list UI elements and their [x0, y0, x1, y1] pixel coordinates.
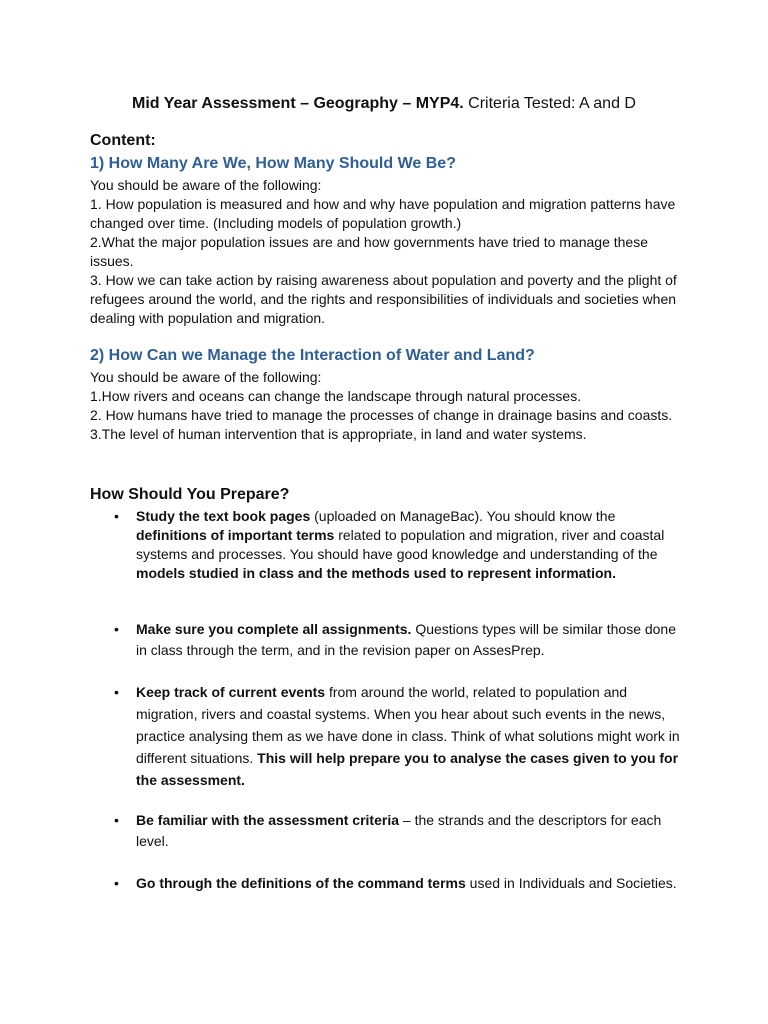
item-bold-text: definitions of important terms [136, 527, 335, 543]
topic2-point-1: 1.How rivers and oceans can change the landscape through natural processes. [90, 388, 582, 404]
prepare-list-1 [110, 507, 685, 583]
item-bold-text: Keep track of current events [136, 684, 326, 700]
topic2-point-2: 2. How humans have tried to manage the processes of change in drainage basins and coasts. [90, 407, 673, 423]
topic2-point-3: 3.The level of human intervention that is appropriate, in land and water systems. [90, 426, 587, 442]
prepare-item-assignments [110, 619, 685, 661]
prepare-item-textbook [110, 507, 685, 583]
prepare-heading: How Should You Prepare? [90, 486, 290, 503]
item-text: (uploaded on ManageBac). You should know the [310, 508, 616, 524]
prepare-item-criteria [110, 810, 685, 852]
topic1-intro: You should be aware of the following: [90, 177, 322, 193]
item-text: from around the world, related to population and migration, rivers and coastal systems. When you hear about such events in the news, practice analysing them as we have done in class. Think of what solutions might work in different situations. [136, 684, 680, 766]
document-title [0, 93, 768, 115]
prepare-list-4 [110, 810, 685, 852]
topic1-heading: 1) How Many Are We, How Many Should We Be? [90, 155, 456, 172]
item-text: related to population and migration, river and coastal systems and processes. You should have good knowledge and understanding of the [136, 527, 665, 562]
bullet-icon: • [114, 875, 119, 891]
topic2-intro: You should be aware of the following: [90, 369, 322, 385]
item-text: used in Individuals and Societies. [465, 875, 677, 891]
prepare-item-command-terms [110, 873, 685, 894]
item-bold-text: Go through the definitions of the command terms [136, 875, 466, 891]
item-text: Questions types will be similar those done in class through the term, and in the revision paper on AssesPrep. [136, 621, 677, 658]
item-bold-text: Be familiar with the assessment criteria [136, 812, 399, 828]
topic2-body [90, 368, 690, 444]
prepare-item-current-events [110, 681, 685, 791]
topic1-point-2: 2.What the major population issues are and how governments have tried to manage these issues. [90, 234, 648, 269]
bullet-icon: • [114, 684, 119, 700]
title-bold: Mid Year Assessment – Geography – MYP4. [132, 95, 464, 112]
bullet-icon: • [114, 812, 119, 828]
topic1-point-1: 1. How population is measured and how and why have population and migration patterns have changed over time. (Including models of population growth.) [90, 196, 676, 231]
bullet-icon: • [114, 508, 119, 524]
topic1-point-3: 3. How we can take action by raising awareness about population and poverty and the plight of refugees around the world, and the rights and responsibilities of individuals and societies when dealing with population and migration. [90, 272, 677, 326]
content-label: Content: [90, 132, 156, 149]
item-bold-text: models studied in class and the methods used to represent information. [136, 565, 616, 581]
prepare-list-5 [110, 873, 685, 894]
prepare-list-3 [110, 681, 685, 791]
bullet-icon: • [114, 621, 119, 637]
title-criteria: Criteria Tested: A and D [463, 95, 636, 112]
topic2-heading: 2) How Can we Manage the Interaction of Water and Land? [90, 347, 535, 364]
item-text: – the strands and the descriptors for each level. [136, 812, 662, 849]
item-bold-text: Study the text book pages [136, 508, 311, 524]
item-bold-text: This will help prepare you to analyse the cases given to you for the assessment. [136, 750, 679, 788]
topic1-body [90, 176, 690, 328]
item-bold-text: Make sure you complete all assignments. [136, 621, 412, 637]
prepare-list-2 [110, 619, 685, 661]
